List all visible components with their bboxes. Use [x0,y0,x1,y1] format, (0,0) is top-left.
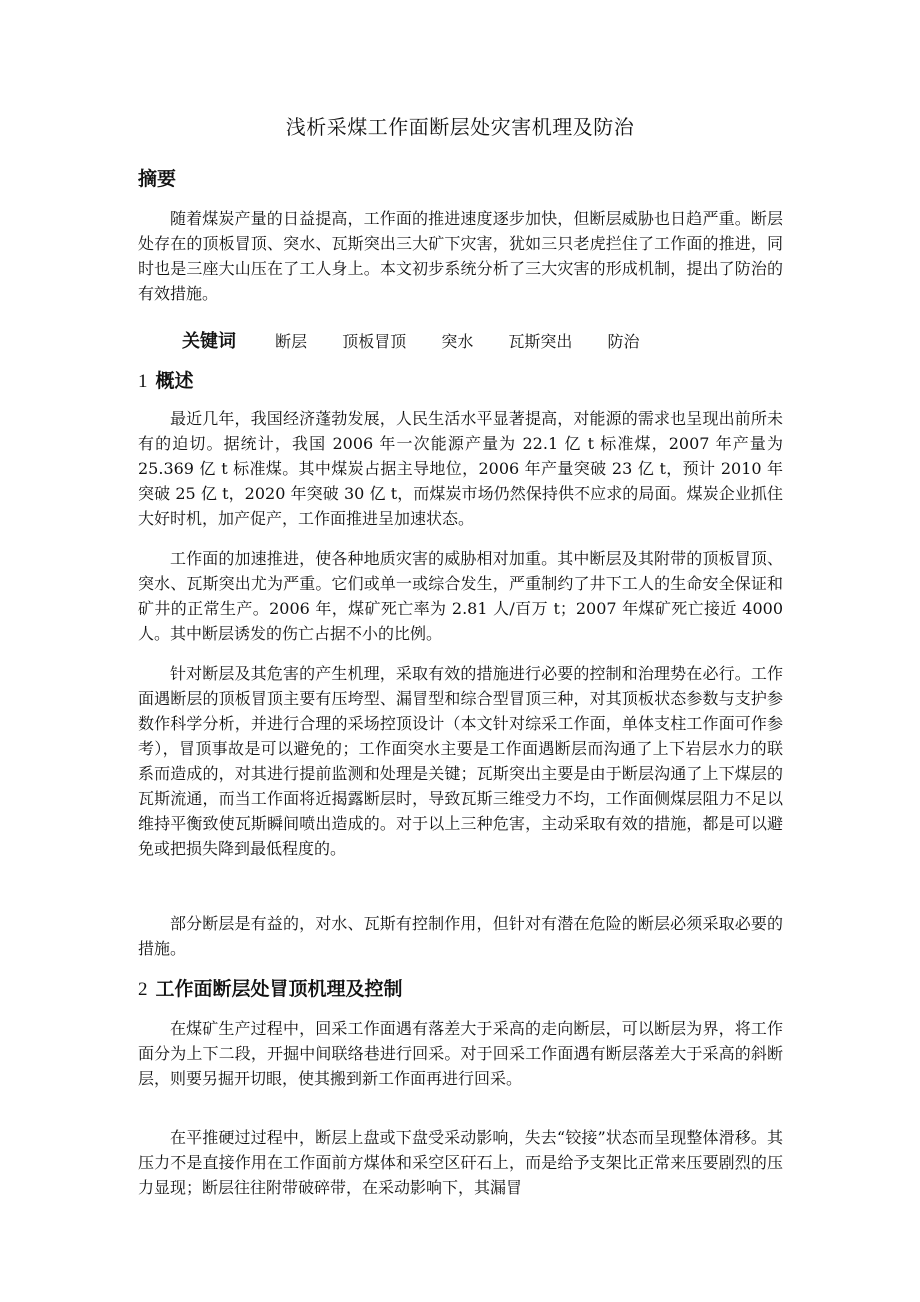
keyword-item: 突水 [441,332,474,351]
body-paragraph: 部分断层是有益的，对水、瓦斯有控制作用，但针对有潜在危险的断层必须采取必要的措施。 [138,914,783,958]
section-number: 1 [138,371,148,392]
keywords-line [182,329,670,355]
section-heading [138,976,403,1003]
abstract-heading: 摘要 [138,168,177,190]
page-title: 浅析采煤工作面断层处灾害机理及防治 [285,115,635,139]
body-paragraph: 工作面的加速推进，使各种地质灾害的威胁相对加重。其中断层及其附带的顶板冒顶、突水、瓦斯突出尤为严重。它们或单一或综合发生，严重制约了井下工人的生命安全保证和矿井的正常生产。2006 年，煤矿死亡率为 2.81 人/百万 t；2007 年煤矿死亡接近 4000 人。其中断层诱发的伤亡占据不小的比例。 [138,549,783,643]
section-number: 2 [138,979,148,1000]
keyword-item: 顶板冒顶 [342,332,407,351]
keywords-label: 关键词 [182,331,236,352]
body-paragraph: 在平推硬过过程中，断层上盘或下盘受采动影响，失去“铰接”状态而呈现整体滑移。其压力不是直接作用在工作面前方煤体和采空区矸石上，而是给予支架比正常来压要剧烈的压力显现；断层往往附带破碎带，在采动影响下，其漏冒 [138,1128,783,1197]
keyword-item: 防治 [607,332,640,351]
section-heading [138,368,194,395]
keyword-item: 瓦斯突出 [508,332,573,351]
body-paragraph: 在煤矿生产过程中，回采工作面遇有落差大于采高的走向断层，可以断层为界，将工作面分为上下二段，开掘中间联络巷进行回采。对于回采工作面遇有断层落差大于采高的斜断层，则要另掘开切眼，使其搬到新工作面再进行回采。 [138,1019,783,1088]
abstract-paragraph: 随着煤炭产量的日益提高，工作面的推进速度逐步加快，但断层威胁也日趋严重。断层处存在的顶板冒顶、突水、瓦斯突出三大矿下灾害，犹如三只老虎拦住了工作面的推进，同时也是三座大山压在了工人身上。本文初步系统分析了三大灾害的形成机制，提出了防治的有效措施。 [138,209,783,303]
body-paragraph: 针对断层及其危害的产生机理，采取有效的措施进行必要的控制和治理势在必行。工作面遇断层的顶板冒顶主要有压垮型、漏冒型和综合型冒顶三种，对其顶板状态参数与支护参数作科学分析，并进行合理的采场控顶设计（本文针对综采工作面，单体支柱工作面可作参考），冒顶事故是可以避免的；工作面突水主要是工作面遇断层而沟通了上下岩层水力的联系而造成的，对其进行提前监测和处理是关键；瓦斯突出主要是由于断层沟通了上下煤层的瓦斯流通，而当工作面将近揭露断层时，导致瓦斯三维受力不均，工作面侧煤层阻力不足以维持平衡致使瓦斯瞬间喷出造成的。对于以上三种危害，主动采取有效的措施，都是可以避免或把损失降到最低程度的。 [138,664,783,858]
keyword-item: 断层 [275,332,308,351]
section-title: 概述 [155,370,194,392]
section-title: 工作面断层处冒顶机理及控制 [155,978,403,1000]
body-paragraph: 最近几年，我国经济蓬勃发展，人民生活水平显著提高，对能源的需求也呈现出前所未有的迫切。据统计，我国 2006 年一次能源产量为 22.1 亿 t 标准煤，2007 年产量为 25.369 亿 t 标准煤。其中煤炭占据主导地位，2006 年产量突破 23 亿 t，预计 2010 年突破 25 亿 t，2020 年突破 30 亿 t，而煤炭市场仍然保持供不应求的局面。煤炭企业抓住大好时机，加产促产，工作面推进呈加速状态。 [138,409,783,528]
